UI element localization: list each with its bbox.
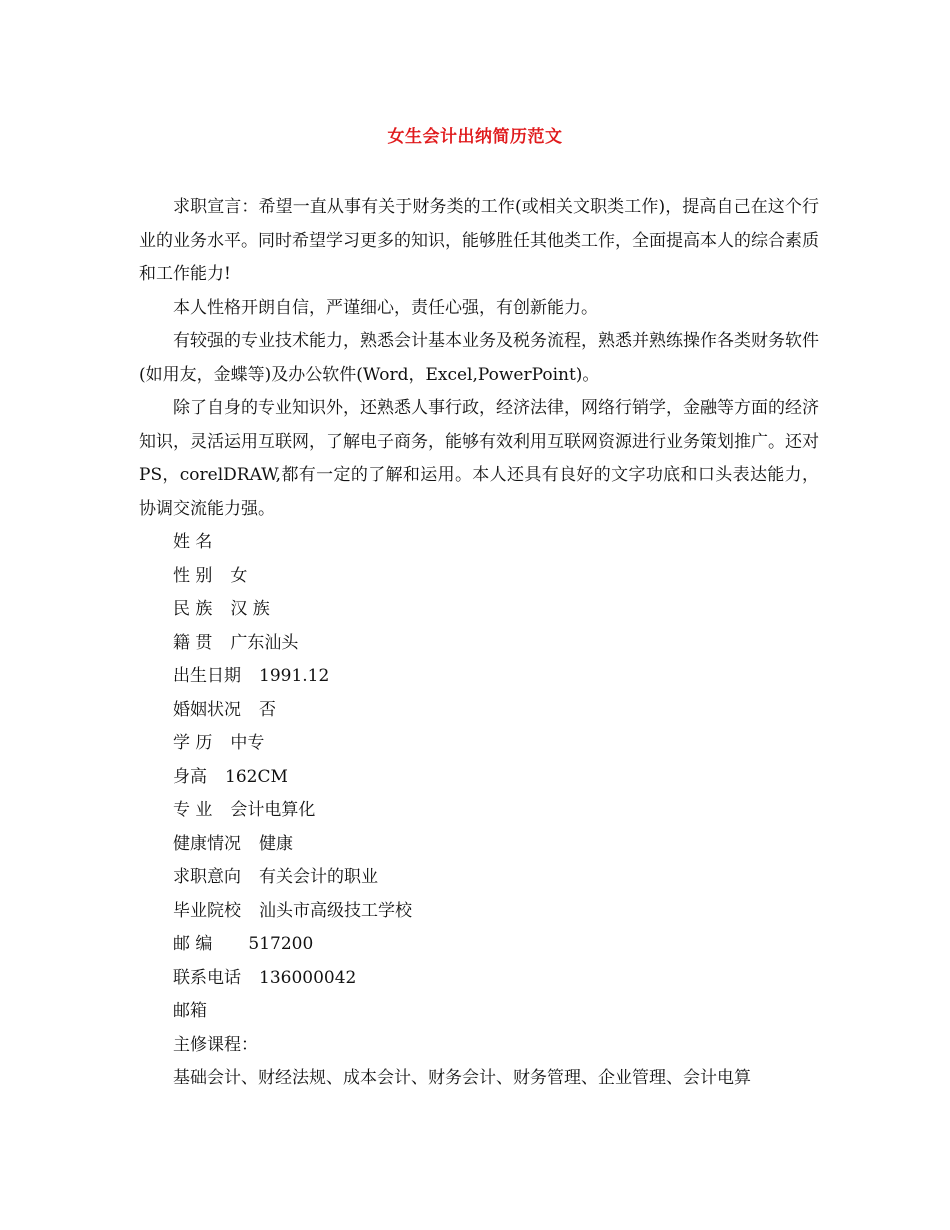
info-value: 517200 [248, 934, 314, 954]
info-label: 基础会计、财经法规、成本会计、财务会计、财务管理、企业管理、会计电算 [173, 1068, 751, 1088]
info-row-height [139, 761, 819, 795]
document-title: 女生会计出纳简历范文 [387, 127, 563, 147]
info-label: 出生日期 [173, 666, 241, 686]
info-label: 性 别 [173, 565, 213, 586]
info-row-ethnicity [139, 593, 819, 627]
info-value: 广东汕头 [230, 632, 299, 653]
info-value: 有关会计的职业 [259, 867, 378, 887]
info-row-school [139, 895, 819, 929]
personal-info-list [139, 526, 819, 1096]
info-row-email [139, 995, 819, 1029]
info-row-job-intention [139, 861, 819, 895]
paragraph-knowledge: 除了自身的专业知识外，还熟悉人事行政，经济法律，网络行销学，金融等方面的经济知识，灵活运用互联网，了解电子商务，能够有效利用互联网资源进行业务策划推广。还对PS，corelDRAW,都有一定的了解和运用。本人还具有良好的文字功底和口头表达能力，协调交流能力强。 [139, 398, 819, 519]
info-value: 会计电算化 [230, 800, 316, 820]
info-label: 专 业 [173, 800, 213, 820]
info-row-main-courses-heading [139, 1029, 819, 1063]
info-label: 邮箱 [173, 1001, 207, 1021]
info-value: 汕头市高级技工学校 [259, 900, 412, 921]
paragraph-skills: 有较强的专业技术能力，熟悉会计基本业务及税务流程，熟悉并熟练操作各类财务软件(如用友，金蝶等)及办公软件(Word，Excel,PowerPoint)。 [139, 331, 819, 385]
info-label: 健康情况 [173, 833, 241, 854]
info-label: 主修课程： [173, 1034, 258, 1055]
info-label: 姓 名 [173, 532, 213, 552]
info-label: 求职意向 [173, 867, 241, 887]
info-label: 民 族 [173, 599, 213, 619]
info-row-name [139, 526, 819, 560]
paragraph-personality: 本人性格开朗自信，严谨细心，责任心强，有创新能力。 [173, 297, 598, 318]
info-value: 否 [259, 699, 276, 720]
info-value: 162CM [225, 766, 288, 787]
info-label: 婚姻状况 [173, 699, 241, 720]
info-value: 汉 族 [230, 599, 270, 619]
info-label: 邮 编 [173, 934, 213, 954]
info-row-education [139, 727, 819, 761]
info-value: 女 [230, 565, 248, 586]
info-value: 中专 [230, 733, 265, 753]
info-value: 健康 [259, 833, 293, 854]
info-value: 1991.12 [259, 666, 330, 686]
info-row-health [139, 828, 819, 862]
info-row-major [139, 794, 819, 828]
info-row-marital-status [139, 694, 819, 728]
info-value: 136000042 [259, 967, 357, 988]
info-label: 身高 [173, 766, 207, 787]
document-body [139, 191, 819, 1096]
info-label: 籍 贯 [173, 632, 213, 653]
info-row-gender [139, 560, 819, 594]
info-row-main-courses [139, 1062, 819, 1096]
info-row-postal-code [139, 928, 819, 962]
info-row-native-place [139, 627, 819, 661]
info-row-birth-date [139, 660, 819, 694]
info-label: 学 历 [173, 733, 213, 753]
paragraph-job-declaration: 求职宣言：希望一直从事有关于财务类的工作(或相关文职类工作)，提高自己在这个行业的业务水平。同时希望学习更多的知识，能够胜任其他类工作，全面提高本人的综合素质和工作能力! [139, 197, 819, 284]
info-label: 联系电话 [173, 967, 241, 988]
info-label: 毕业院校 [173, 900, 241, 921]
info-row-phone [139, 962, 819, 996]
